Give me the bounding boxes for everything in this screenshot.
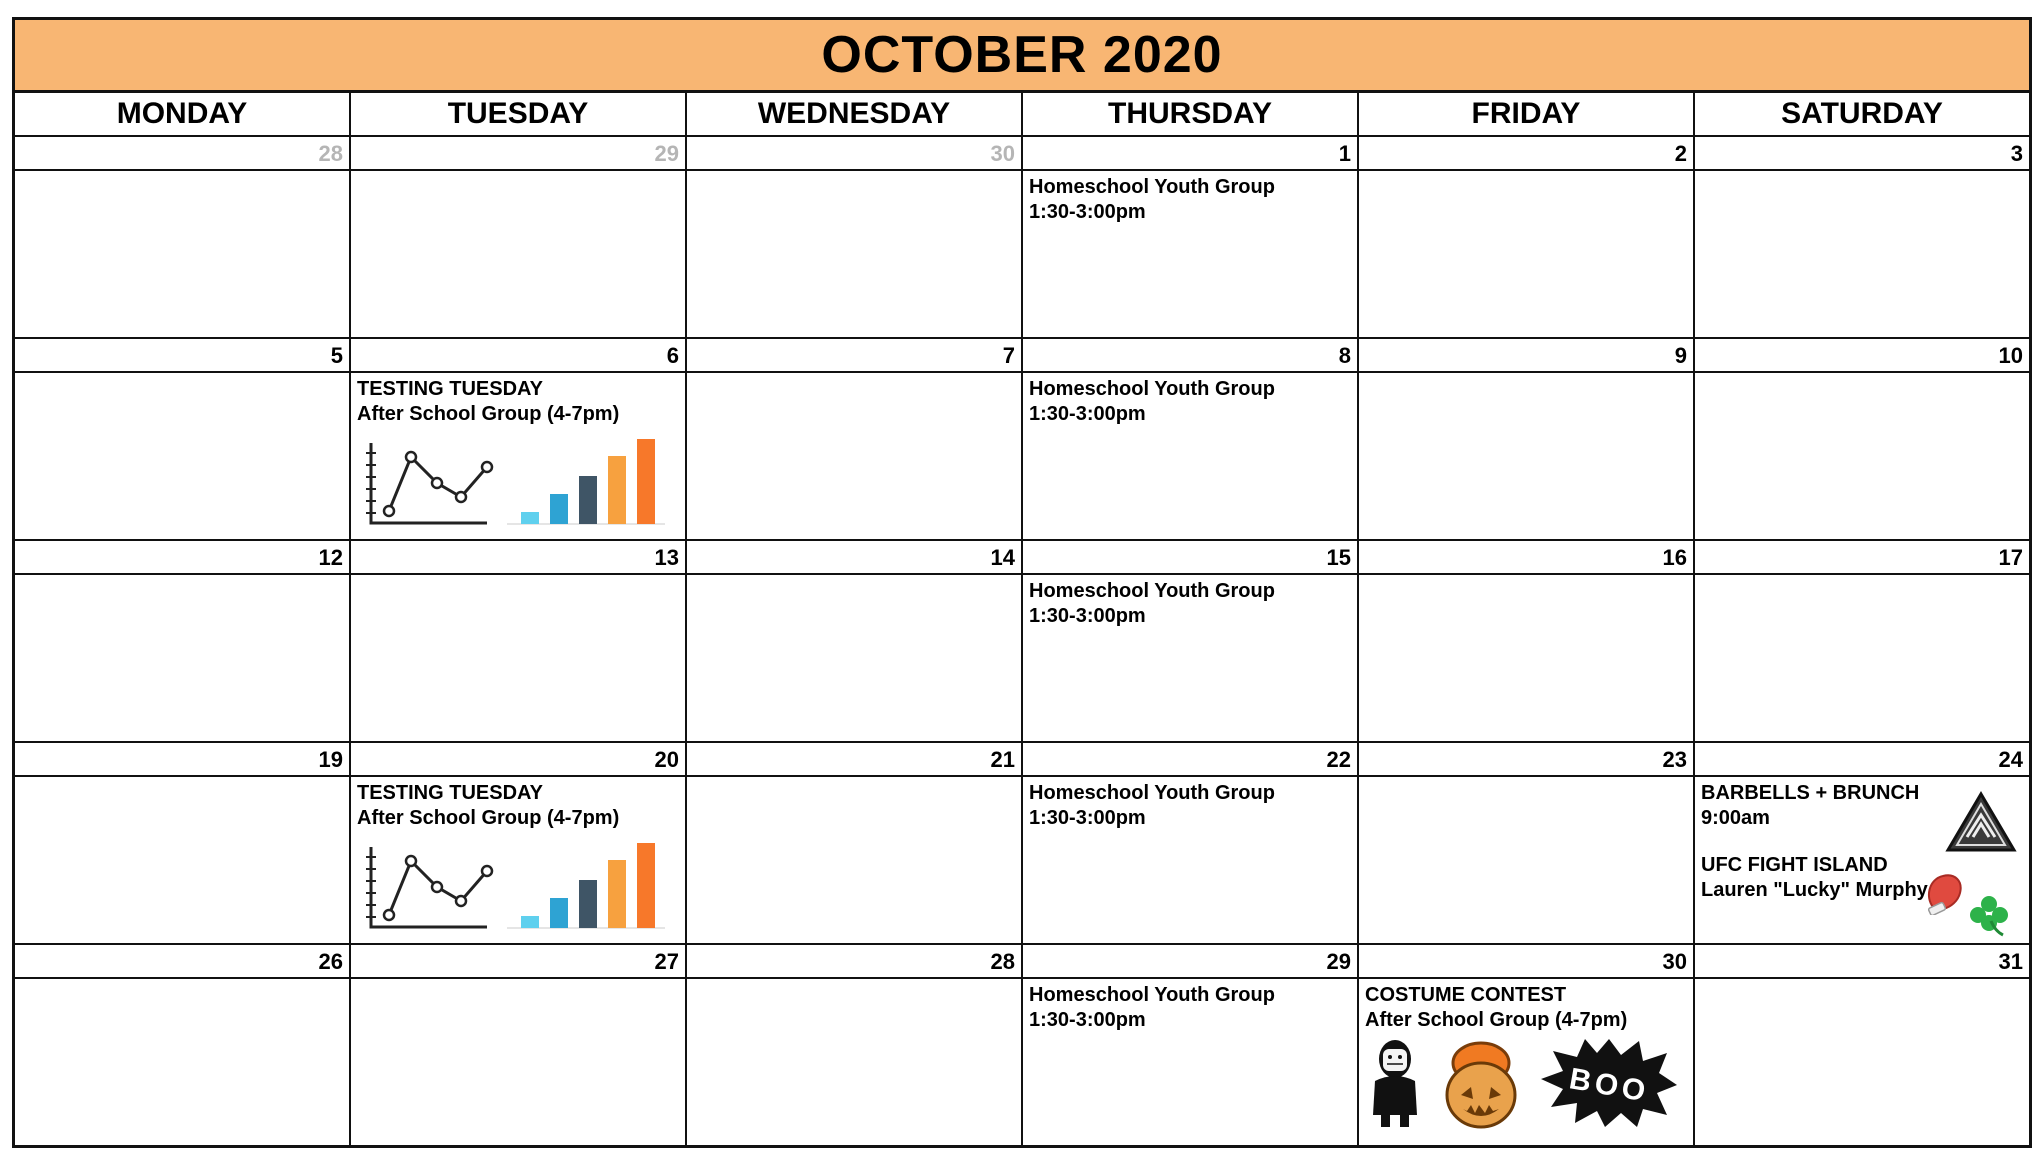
day-number: 22 bbox=[1023, 743, 1357, 777]
day-number: 24 bbox=[1695, 743, 2029, 777]
chart-bar bbox=[550, 898, 568, 928]
day-cell bbox=[15, 137, 351, 337]
event-title: TESTING TUESDAY bbox=[357, 782, 543, 804]
chart-bar bbox=[637, 439, 655, 524]
week-row bbox=[15, 541, 2029, 743]
day-number: 29 bbox=[351, 137, 685, 171]
day-cell bbox=[687, 743, 1023, 943]
day-cell bbox=[1359, 339, 1695, 539]
chart-point bbox=[384, 506, 394, 516]
chart-graphic-icon bbox=[359, 439, 669, 529]
day-cell bbox=[1023, 137, 1359, 337]
day-cell bbox=[351, 945, 687, 1145]
chart-point bbox=[406, 452, 416, 462]
event-youth-group bbox=[1023, 777, 1357, 831]
day-cell bbox=[1695, 945, 2029, 1145]
event-title: Homeschool Youth Group bbox=[1029, 580, 1275, 602]
calendar bbox=[12, 17, 2032, 1148]
day-number: 28 bbox=[687, 945, 1021, 979]
event-time: 1:30-3:00pm bbox=[1029, 807, 1146, 829]
day-cell bbox=[1359, 137, 1695, 337]
chart-bar bbox=[579, 476, 597, 524]
day-number: 5 bbox=[15, 339, 349, 373]
event-title: Homeschool Youth Group bbox=[1029, 782, 1275, 804]
event-detail: After School Group (4-7pm) bbox=[357, 403, 620, 425]
day-cell bbox=[1023, 743, 1359, 943]
event-youth-group bbox=[1023, 373, 1357, 427]
event-title: BARBELLS + BRUNCH bbox=[1701, 782, 1920, 804]
day-number: 15 bbox=[1023, 541, 1357, 575]
week-row bbox=[15, 137, 2029, 339]
event-time: 1:30-3:00pm bbox=[1029, 201, 1146, 223]
event-detail: After School Group (4-7pm) bbox=[357, 807, 620, 829]
event-time: 1:30-3:00pm bbox=[1029, 403, 1146, 425]
day-number: 30 bbox=[687, 137, 1021, 171]
event-testing-tuesday bbox=[351, 373, 685, 427]
day-number: 2 bbox=[1359, 137, 1693, 171]
chart-point bbox=[482, 462, 492, 472]
day-cell bbox=[15, 743, 351, 943]
day-cell bbox=[351, 743, 687, 943]
chart-point bbox=[406, 856, 416, 866]
chart-point bbox=[482, 866, 492, 876]
event-youth-group bbox=[1023, 979, 1357, 1033]
day-number: 19 bbox=[15, 743, 349, 777]
weekday-wednesday: WEDNESDAY bbox=[687, 93, 1023, 135]
day-cell bbox=[351, 137, 687, 337]
chart-bar bbox=[521, 916, 539, 928]
pumpkin-bucket-icon bbox=[1443, 1039, 1519, 1129]
day-number: 12 bbox=[15, 541, 349, 575]
chart-point bbox=[432, 882, 442, 892]
week-row bbox=[15, 743, 2029, 945]
gym-logo-icon bbox=[1945, 791, 2017, 853]
day-cell bbox=[1695, 541, 2029, 741]
event-title: Homeschool Youth Group bbox=[1029, 176, 1275, 198]
day-cell bbox=[1359, 743, 1695, 943]
day-cell bbox=[15, 541, 351, 741]
chart-point bbox=[456, 896, 466, 906]
day-number: 31 bbox=[1695, 945, 2029, 979]
weekday-saturday: SATURDAY bbox=[1781, 97, 1943, 130]
day-cell bbox=[15, 339, 351, 539]
event-detail: After School Group (4-7pm) bbox=[1365, 1009, 1628, 1031]
day-cell bbox=[687, 945, 1023, 1145]
chart-bar bbox=[521, 512, 539, 524]
day-cell bbox=[351, 541, 687, 741]
day-cell bbox=[15, 945, 351, 1145]
event-time: 1:30-3:00pm bbox=[1029, 1009, 1146, 1031]
day-cell bbox=[1023, 339, 1359, 539]
day-number: 10 bbox=[1695, 339, 2029, 373]
day-cell bbox=[351, 339, 687, 539]
boo-text: BOO bbox=[1566, 1062, 1652, 1109]
boo-splash-icon bbox=[1539, 1037, 1679, 1129]
day-number: 20 bbox=[351, 743, 685, 777]
day-cell bbox=[1359, 541, 1695, 741]
day-number: 6 bbox=[351, 339, 685, 373]
day-number: 30 bbox=[1359, 945, 1693, 979]
weekday-friday: FRIDAY bbox=[1359, 93, 1695, 135]
chart-point bbox=[456, 492, 466, 502]
day-number: 23 bbox=[1359, 743, 1693, 777]
day-number: 1 bbox=[1023, 137, 1357, 171]
event-title: UFC FIGHT ISLAND bbox=[1701, 854, 1888, 876]
day-cell bbox=[1023, 945, 1359, 1145]
calendar-title: OCTOBER 2020 bbox=[15, 20, 2029, 93]
clover-icon bbox=[1967, 893, 2011, 937]
day-number: 28 bbox=[15, 137, 349, 171]
weekday-thursday: THURSDAY bbox=[1023, 93, 1359, 135]
chart-point bbox=[384, 910, 394, 920]
day-number: 14 bbox=[687, 541, 1021, 575]
week-row bbox=[15, 945, 2029, 1145]
day-cell bbox=[1695, 743, 2029, 943]
day-cell bbox=[1695, 339, 2029, 539]
chart-bar bbox=[637, 843, 655, 928]
day-number: 29 bbox=[1023, 945, 1357, 979]
day-number: 9 bbox=[1359, 339, 1693, 373]
event-title: Homeschool Youth Group bbox=[1029, 984, 1275, 1006]
chart-point bbox=[432, 478, 442, 488]
event-youth-group bbox=[1023, 171, 1357, 225]
day-cell bbox=[687, 339, 1023, 539]
weekday-header bbox=[15, 93, 2029, 137]
event-detail: Lauren "Lucky" Murphy bbox=[1701, 879, 1928, 901]
day-number: 17 bbox=[1695, 541, 2029, 575]
week-row bbox=[15, 339, 2029, 541]
event-testing-tuesday bbox=[351, 777, 685, 831]
day-number: 13 bbox=[351, 541, 685, 575]
event-time: 9:00am bbox=[1701, 807, 1770, 829]
chart-bar bbox=[579, 880, 597, 928]
day-cell bbox=[1023, 541, 1359, 741]
chart-bar bbox=[608, 456, 626, 524]
day-cell bbox=[687, 137, 1023, 337]
weekday-monday: MONDAY bbox=[15, 93, 351, 135]
chart-bar bbox=[550, 494, 568, 524]
day-number: 21 bbox=[687, 743, 1021, 777]
event-title: TESTING TUESDAY bbox=[357, 378, 543, 400]
day-number: 8 bbox=[1023, 339, 1357, 373]
weekday-tuesday: TUESDAY bbox=[351, 93, 687, 135]
day-number: 27 bbox=[351, 945, 685, 979]
day-cell bbox=[1695, 137, 2029, 337]
event-title: COSTUME CONTEST bbox=[1365, 984, 1567, 1006]
day-number: 3 bbox=[1695, 137, 2029, 171]
day-cell bbox=[687, 541, 1023, 741]
event-time: 1:30-3:00pm bbox=[1029, 605, 1146, 627]
ghost-figure-icon bbox=[1367, 1037, 1423, 1129]
chart-bar bbox=[608, 860, 626, 928]
event-costume-contest bbox=[1359, 979, 1693, 1033]
event-title: Homeschool Youth Group bbox=[1029, 378, 1275, 400]
day-number: 26 bbox=[15, 945, 349, 979]
boxing-glove-icon bbox=[1923, 871, 1965, 915]
day-number: 7 bbox=[687, 339, 1021, 373]
event-youth-group bbox=[1023, 575, 1357, 629]
day-cell bbox=[1359, 945, 1695, 1145]
chart-graphic-icon bbox=[359, 843, 669, 933]
day-number: 16 bbox=[1359, 541, 1693, 575]
